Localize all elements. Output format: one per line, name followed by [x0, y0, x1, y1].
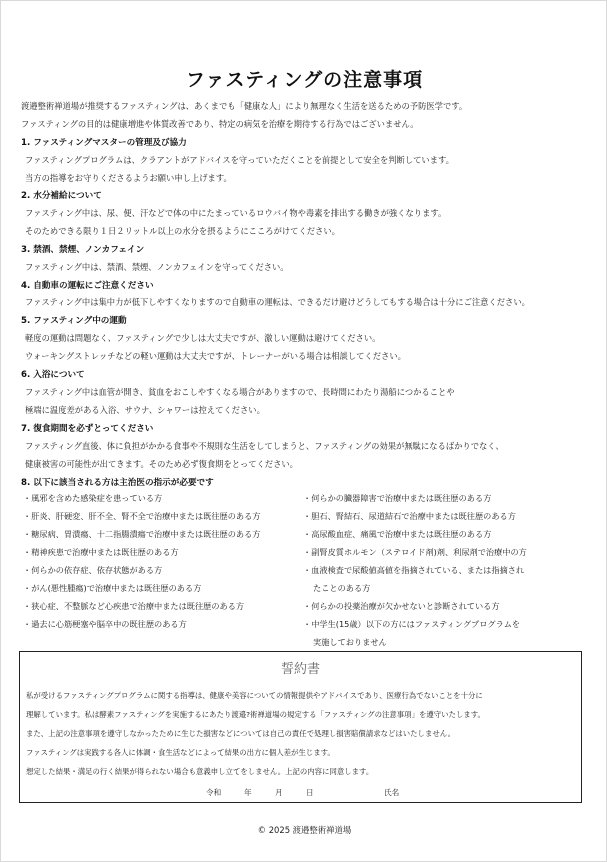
section-text: ファスティング中は、尿、便、汗などで体の中にたまっているロウバイ物や毒素を排出する働きが強くなります。 [25, 208, 447, 218]
condition-item: ・高尿酸血症、痛風で治療中または既往歴のある方 [303, 529, 492, 539]
section-text: ファスティング中は血管が開き、貧血をおこしやすくなる場合がありますので、長時間にわたり湯船につかることや [25, 387, 455, 397]
section-heading: 2. 水分補給について [21, 191, 102, 201]
section-text: ファスティング中は、禁酒、禁煙、ノンカフェインを守ってください。 [25, 262, 289, 272]
condition-item: ・副腎皮質ホルモン（ステロイド剤)剤、利尿剤で治療中の方 [303, 547, 527, 557]
condition-item: ・過去に心筋梗塞や脳卒中の既往歴のある方 [23, 619, 187, 629]
condition-item: ・精神疾患で治療中または既往歴のある方 [23, 547, 179, 557]
footer-copyright: © 2025 渡邉整術禅道場 [257, 825, 352, 835]
condition-item: ・肝炎、肝硬変、肝不全、腎不全で治療中または既往歴のある方 [23, 511, 261, 521]
section-heading: 7. 復食期間を必ずとってください [21, 424, 154, 434]
condition-item: ・何らかの投薬治療が欠かせないと診断されている方 [303, 601, 500, 611]
sign-era: 令和 [206, 788, 222, 797]
page-title: ファスティングの注意事項 [185, 69, 424, 91]
pledge-line: ファスティングは実践する各人に体調・食生活などによって結果の出方に個人差が生じます。 [26, 748, 335, 757]
condition-item: ・何らかの臓器障害で治療中または既往歴のある方 [303, 493, 492, 503]
condition-item-continued: たことのある方 [313, 583, 371, 593]
section-text: 健康被害の可能性が出てきます。そのため必ず復食期をとってください。 [25, 459, 298, 469]
section-text: 当方の指導をお守りくださるようお願い申し上げます。 [25, 173, 232, 183]
section-heading: 4. 自動車の運転にご注意ください [21, 281, 154, 291]
condition-item: ・風邪を含めた感染症を患っている方 [23, 493, 163, 503]
section-text: ファスティング直後、体に負担がかかる食事や不規則な生活をしてしまうと、ファスティングの効果が無駄になるばかりでなく、 [25, 441, 504, 451]
condition-item: ・狭心症、不整脈など心疾患で治療中または既往歴のある方 [23, 601, 245, 611]
section-heading: 3. 禁酒、禁煙、ノンカフェイン [21, 245, 145, 255]
section-text: 極端に温度差がある入浴、サウナ、シャワーは控えてください。 [25, 405, 265, 415]
condition-item: ・何らかの依存症、依存状態がある方 [23, 565, 163, 575]
sign-name: 氏名 [384, 788, 400, 797]
condition-item-continued: 実施しておりません [313, 637, 387, 647]
condition-item: ・血液検査で尿酸値高値を指摘されている、または指摘され [303, 565, 525, 575]
sign-month: 月 [275, 788, 283, 797]
section-heading: 8. 以下に該当される方は主治医の指示が必要です [21, 478, 214, 488]
section-text: ファスティング中は集中力が低下しやすくなりますので自動車の運転は、できるだけ避けどうしてもする場合は十分にご注意ください。 [25, 297, 530, 307]
section-text: そのためできる限り１日２リットル以上の水分を摂るようにこころがけてください。 [25, 226, 340, 236]
intro-line: 渡邉整術禅道場が推奨するファスティングは、あくまでも「健康な人」により無理なく生活を送るための予防医学です。 [21, 101, 468, 111]
condition-item: ・がん(悪性腫瘍)で治療中または既往歴のある方 [23, 583, 202, 593]
section-text: 軽度の運動は問題なく、ファスティングで少しは大丈夫ですが、激しい運動は避けてください。 [25, 333, 381, 343]
pledge-line: 私が受けるファスティングプログラムに関する指導は、健康や美容についての情報提供やアドバイスであり、医療行為でないことを十分に [26, 691, 483, 700]
pledge-line: 想定した結果・満足の行く結果が得られない場合も意義申し立てをしません。上記の内容に同意します。 [26, 767, 374, 776]
intro-line: ファスティングの目的は健康増進や体質改善であり、特定の病気を治療を期待する行為ではございません。 [21, 119, 419, 129]
condition-item: ・中学生(15歳）以下の方にはファスティングプログラムを [303, 619, 521, 629]
pledge-line: 理解しています。私は酵素ファスティングを実施するにあたり渡邉?術禅道場の規定する「ファスティングの注意事項」を遵守いたします。 [26, 710, 485, 719]
sign-year: 年 [244, 788, 252, 797]
section-text: ウォーキングストレッチなどの軽い運動は大丈夫ですが、トレーナーがいる場合は相談してください。 [25, 351, 406, 361]
condition-item: ・胆石、腎結石、尿道結石で治療中または既往歴のある方 [303, 511, 516, 521]
condition-item: ・糖尿病、胃潰瘍、十二指腸潰瘍で治療中または既往歴のある方 [23, 529, 261, 539]
sign-day: 日 [306, 788, 314, 797]
section-heading: 1. ファスティングマスターの管理及び協力 [21, 138, 187, 148]
pledge-box [19, 651, 582, 803]
pledge-title: 誓約書 [280, 662, 320, 677]
section-heading: 5. ファスティング中の運動 [21, 316, 127, 326]
section-text: ファスティングプログラムは、クラアントがアドバイスを守っていただくことを前提として安全を判断しています。 [25, 155, 454, 165]
section-heading: 6. 入浴について [21, 370, 85, 380]
pledge-line: また、上記の注意事項を遵守しなかったために生じた損害などについては自己の責任で処理し損害賠償請求などはいたしません。 [26, 729, 455, 738]
